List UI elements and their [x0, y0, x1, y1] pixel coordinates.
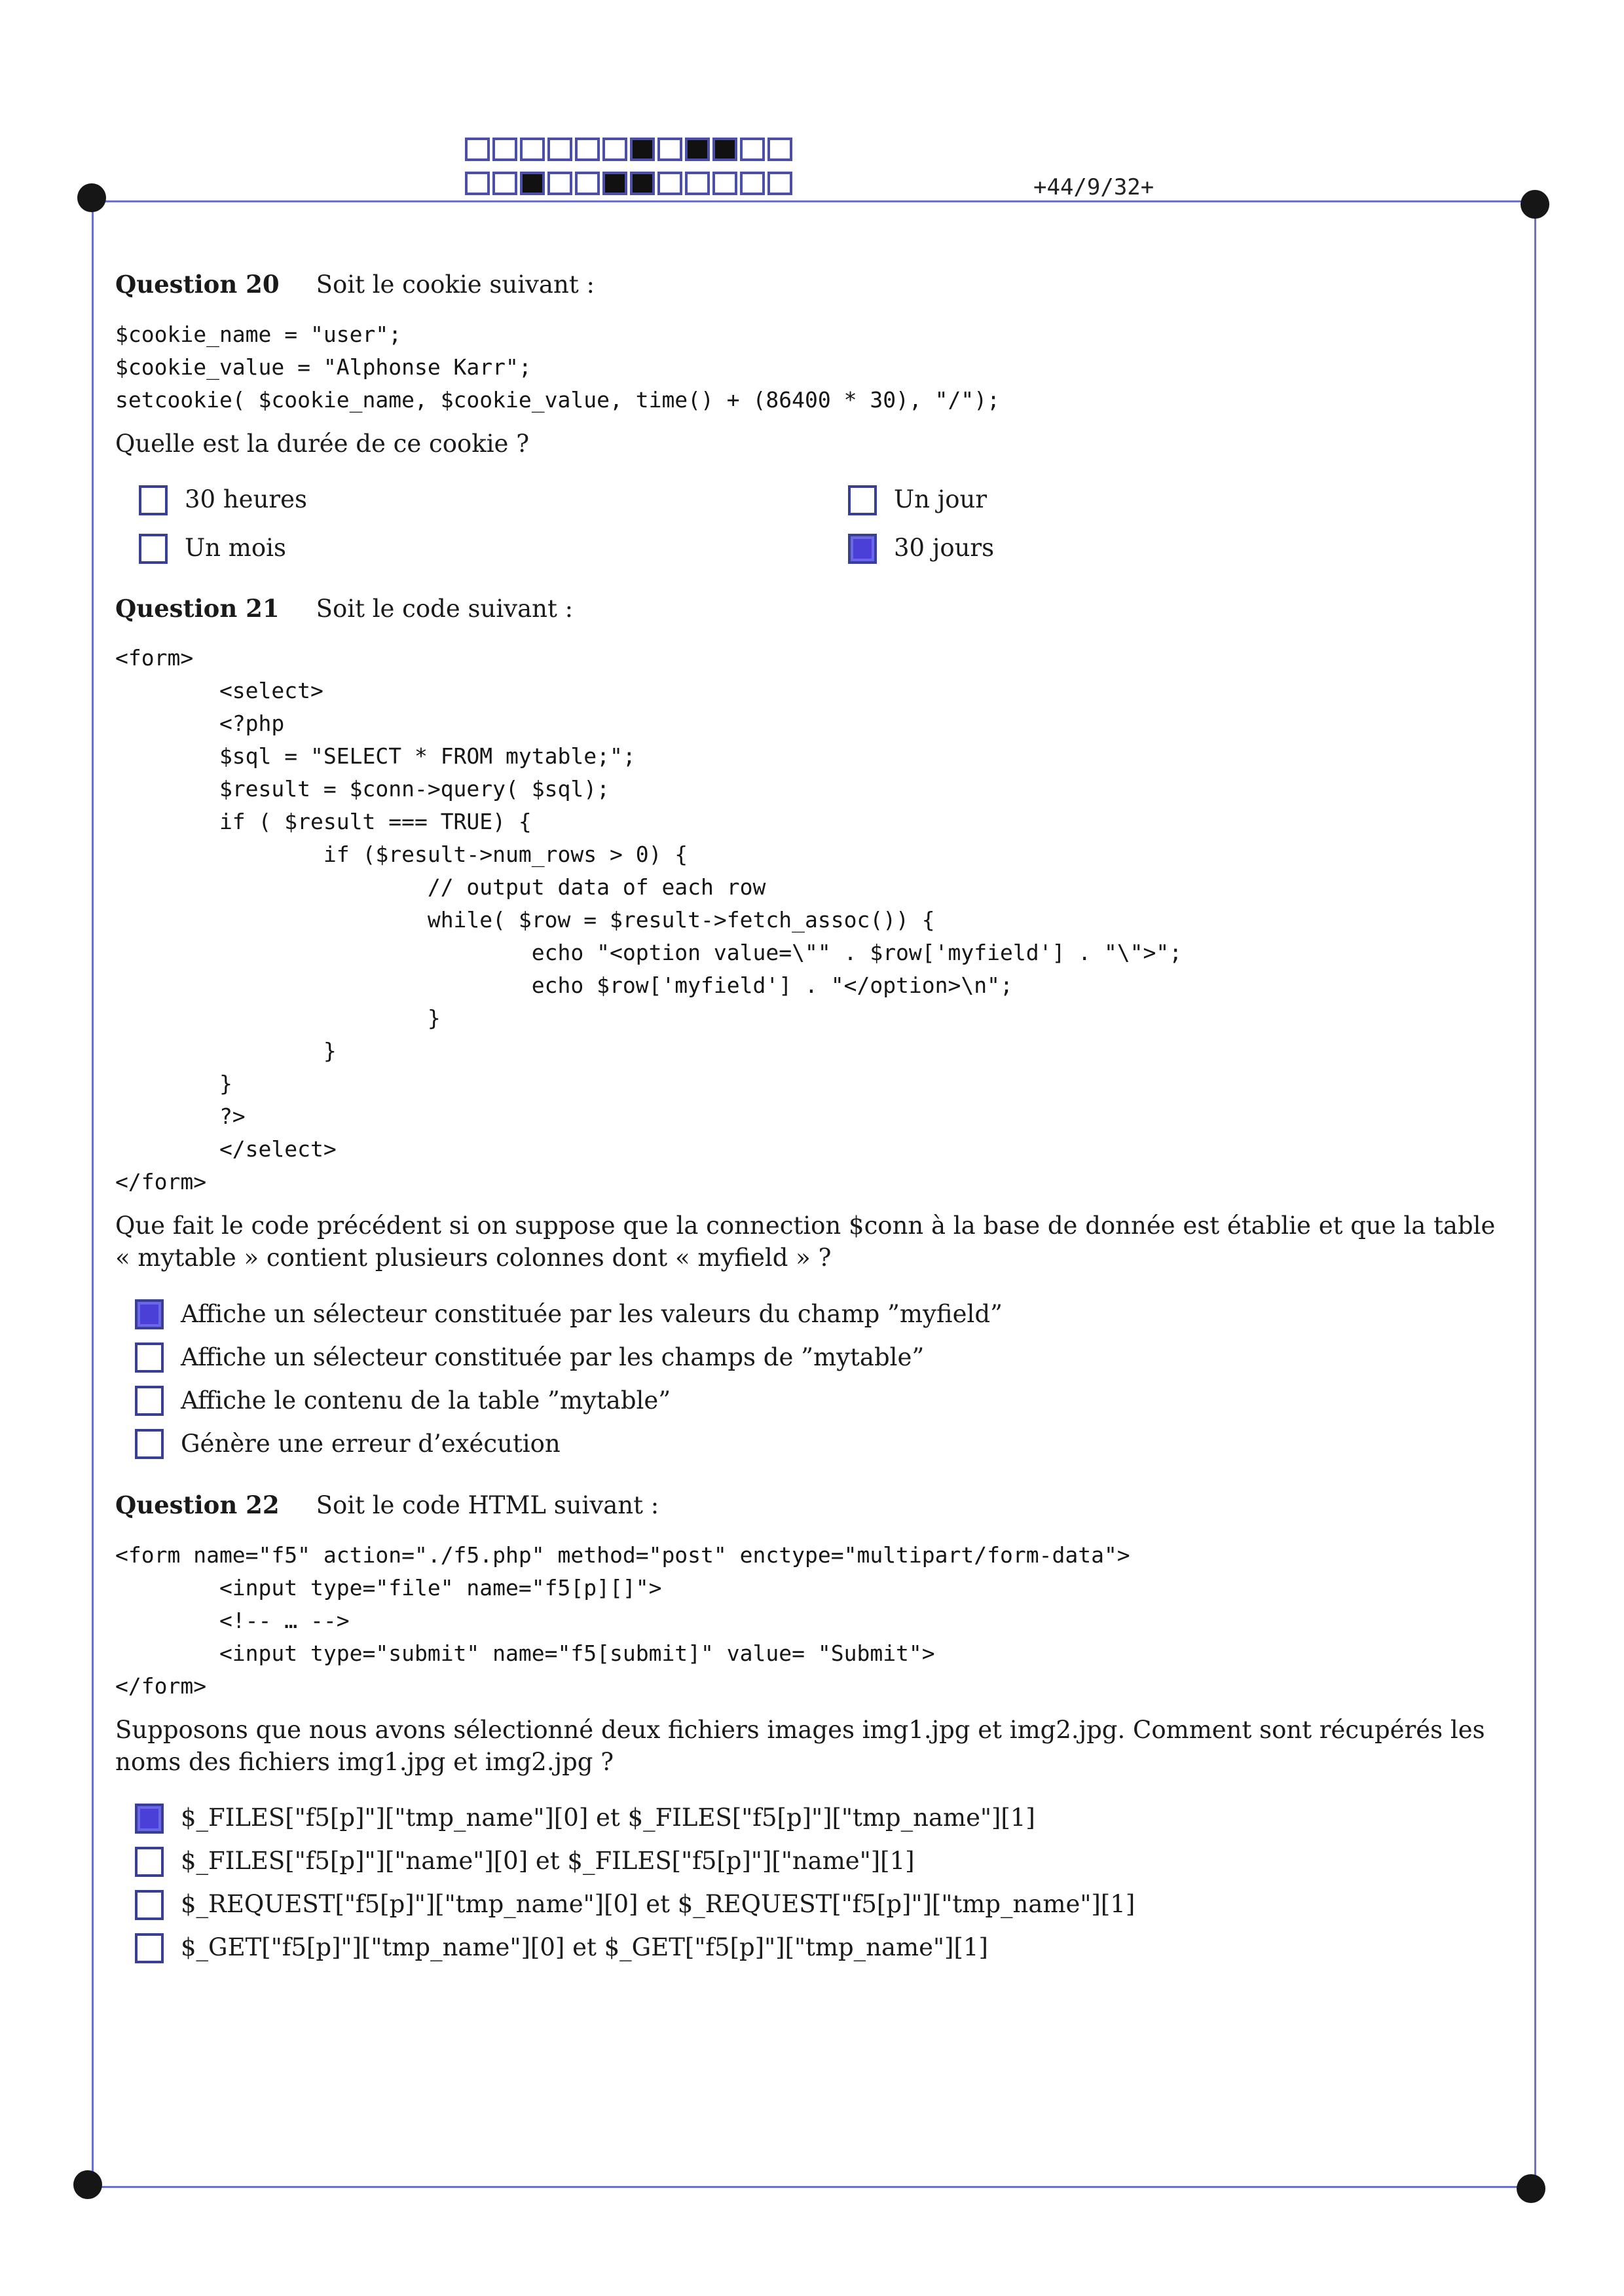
frame-bottom-line [92, 2186, 1538, 2188]
answer-option[interactable] [135, 1422, 1507, 1466]
answer-options [135, 1797, 1507, 1970]
answer-option[interactable] [848, 527, 1503, 570]
checkbox[interactable] [139, 534, 168, 564]
question-intro: Soit le code HTML suivant : [316, 1491, 659, 1520]
id-box [630, 172, 655, 195]
answer-text: Un jour [894, 485, 987, 514]
question-intro: Soit le code suivant : [316, 594, 574, 623]
checkbox[interactable] [848, 485, 877, 515]
id-box [767, 138, 792, 161]
answer-options [135, 1293, 1507, 1466]
answer-text: $_FILES["f5[p]"]["tmp_name"][0] et $_FILES["f5[p]"]["tmp_name"][1] [181, 1804, 1035, 1832]
answer-option[interactable] [135, 1927, 1507, 1970]
answer-option[interactable] [135, 1883, 1507, 1927]
question-block [115, 1489, 1507, 1969]
checkbox[interactable] [135, 1429, 164, 1459]
question-block [115, 593, 1507, 1466]
id-box [712, 138, 737, 161]
corner-marker-bottom-left [73, 2170, 102, 2199]
checkbox[interactable] [135, 1847, 164, 1877]
id-box [657, 172, 682, 195]
answer-text: Génère une erreur d’exécution [181, 1429, 561, 1458]
id-box [685, 172, 710, 195]
answer-option[interactable] [848, 479, 1503, 522]
id-box-row-1 [465, 138, 795, 161]
question-heading [115, 268, 1507, 301]
code-listing: $cookie_name = "user"; $cookie_value = "Alphonse Karr"; setcookie( $cookie_name, $cookie_value, time() + (86400 * 30), "/"); [115, 321, 1001, 413]
page-code: +44/9/32+ [1033, 174, 1154, 200]
id-box [602, 138, 627, 161]
answer-option[interactable] [135, 1336, 1507, 1379]
question-label: Question 22 [115, 1491, 280, 1520]
answer-option[interactable] [135, 1840, 1507, 1883]
checked-checkbox[interactable] [135, 1299, 164, 1329]
id-box [685, 138, 710, 161]
answer-option[interactable] [139, 479, 848, 522]
answer-option[interactable] [135, 1797, 1507, 1840]
answer-text: $_REQUEST["f5[p]"]["tmp_name"][0] et $_REQUEST["f5[p]"]["tmp_name"][1] [181, 1890, 1135, 1919]
answer-text: 30 heures [185, 485, 307, 514]
question-label: Question 20 [115, 270, 280, 299]
checkbox[interactable] [135, 1890, 164, 1920]
frame-left-line [92, 200, 94, 2187]
id-box [520, 172, 545, 195]
id-box [575, 138, 600, 161]
question-label: Question 21 [115, 593, 280, 623]
question-intro: Soit le cookie suivant : [316, 270, 595, 299]
answer-option[interactable] [135, 1379, 1507, 1422]
checked-checkbox[interactable] [848, 534, 877, 564]
id-box [740, 172, 765, 195]
id-box [547, 172, 572, 195]
question-prompt: Supposons que nous avons sélectionné deux fichiers images img1.jpg et img2.jpg. Comment sont récupérés les noms des fichiers img1.jpg et img2.jpg ? [115, 1715, 1485, 1776]
checkbox[interactable] [139, 485, 168, 515]
id-box [767, 172, 792, 195]
answer-text: Affiche un sélecteur constituée par les champs de ”mytable” [181, 1342, 925, 1371]
id-box-row-2 [465, 172, 795, 195]
code-listing: <form> <select> <?php $sql = "SELECT * FROM mytable;"; $result = $conn->query( $sql); if ( $result === TRUE) { if ($result->num_rows > 0) { // output data of each row while( $row = $result->fetch_assoc()) { echo "<option value=\"" . $row['myfield'] . "\">"; echo $row['myfield'] . "</option>\n"; } } } ?> </select> </form> [115, 645, 1183, 1195]
answer-text: Un mois [185, 534, 286, 563]
question-heading [115, 1489, 1507, 1522]
answer-option[interactable] [135, 1293, 1507, 1336]
answer-options [139, 479, 1507, 570]
id-box [547, 138, 572, 161]
id-box [492, 172, 517, 195]
corner-marker-top-right [1521, 190, 1549, 219]
question-prompt: Que fait le code précédent si on suppose que la connection $conn à la base de donnée est établie et que la table « mytable » contient plusieurs colonnes dont « myfield » ? [115, 1212, 1496, 1272]
checkbox[interactable] [135, 1933, 164, 1963]
id-box [520, 138, 545, 161]
question-block [115, 268, 1507, 570]
id-box [630, 138, 655, 161]
checkbox[interactable] [135, 1386, 164, 1416]
answer-text: Affiche le contenu de la table ”mytable” [181, 1386, 671, 1415]
checkbox[interactable] [135, 1342, 164, 1373]
id-box [712, 172, 737, 195]
question-prompt: Quelle est la durée de ce cookie ? [115, 429, 530, 458]
corner-marker-bottom-right [1517, 2174, 1545, 2203]
id-box [657, 138, 682, 161]
id-box [465, 138, 490, 161]
questions-container [115, 268, 1507, 1993]
corner-marker-top-left [77, 183, 106, 212]
answer-text: $_GET["f5[p]"]["tmp_name"][0] et $_GET["f5[p]"]["tmp_name"][1] [181, 1933, 988, 1962]
question-heading [115, 593, 1507, 625]
answer-text: $_FILES["f5[p]"]["name"][0] et $_FILES["f5[p]"]["name"][1] [181, 1847, 915, 1876]
id-box [740, 138, 765, 161]
code-listing: <form name="f5" action="./f5.php" method="post" enctype="multipart/form-data"> <input type="file" name="f5[p][]"> <!-- … --> <input type="submit" name="f5[submit]" value= "Submit"> </form> [115, 1542, 1130, 1699]
answer-text: 30 jours [894, 534, 995, 563]
answer-text: Affiche un sélecteur constituée par les valeurs du champ ”myfield” [181, 1299, 1003, 1328]
checked-checkbox[interactable] [135, 1804, 164, 1834]
id-box [492, 138, 517, 161]
frame-right-line [1534, 200, 1536, 2187]
answer-option[interactable] [139, 527, 848, 570]
id-box [602, 172, 627, 195]
id-box [575, 172, 600, 195]
frame-top-line [92, 200, 1538, 202]
id-box [465, 172, 490, 195]
